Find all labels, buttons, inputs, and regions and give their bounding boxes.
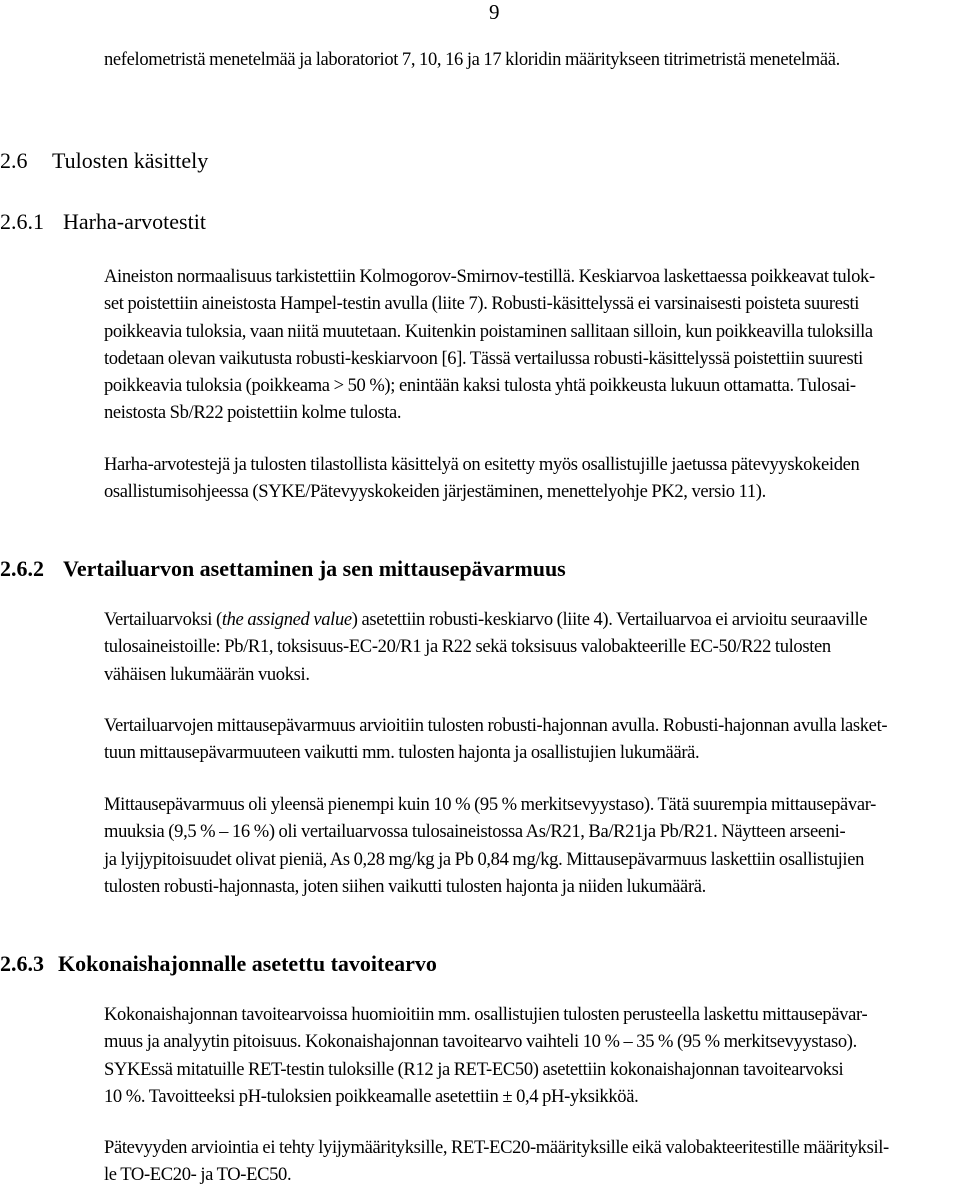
section-number: 2.6.2: [0, 556, 44, 581]
text-line: poikkeavia tuloksia (poikkeama > 50 %); enintään kaksi tulosta yhtä poikkeusta lukuun ottamatta. Tulosai-: [104, 375, 856, 397]
text-line: todetaan olevan vaikutusta robusti-keskiarvoon [6]. Tässä vertailussa robusti-käsittelyssä poistettiin suuresti: [104, 347, 863, 369]
text-fragment: ) asetettiin robusti-keskiarvo (liite 4). Vertailuarvoa ei arvioitu seuraaville: [351, 609, 868, 630]
page-number: 9: [489, 0, 500, 24]
section-number: 2.6.1: [0, 209, 44, 234]
section-heading-2-6-3: [0, 951, 437, 977]
section-number: 2.6: [0, 148, 28, 173]
text-line: poikkeavia tuloksia, vaan niitä muutetaan. Kuitenkin poistaminen sallitaan silloin, kun poikkeavilla tuloksilla: [104, 320, 873, 342]
text-line: SYKEssä mitatuille RET-testin tuloksille (R12 ja RET-EC50) asetettiin kokonaishajonnan tavoitearvoksi: [104, 1058, 844, 1080]
text-line: nefelometristä menetelmää ja laboratoriot 7, 10, 16 ja 17 kloridin määritykseen titrimetristä menetelmää.: [104, 49, 840, 70]
paragraph-assigned-value: [104, 606, 960, 688]
text-line: muus ja analyytin pitoisuus. Kokonaishajonnan tavoitearvo vaihteli 10 % – 35 % (95 % merkitsevyystaso).: [104, 1031, 857, 1053]
intro-paragraph: [104, 46, 960, 73]
text-line: muuksia (9,5 % – 16 %) oli vertailuarvossa tulosaineistossa As/R21, Ba/R21ja Pb/R21. Näytteen arseeni-: [104, 821, 846, 843]
section-heading-2-6-1: [0, 209, 206, 235]
section-title: Harha-arvotestit: [63, 209, 206, 234]
text-line: Pätevyyden arviointia ei tehty lyijymäärityksille, RET-EC20-määrityksille eikä valobakteeritestille määrityksil-: [104, 1137, 889, 1158]
section-title: Kokonaishajonnalle asetettu tavoitearvo: [58, 951, 437, 976]
text-line: Kokonaishajonnan tavoitearvoissa huomioitiin mm. osallistujien tulosten perusteella laskettu mittausepävar-: [104, 1004, 868, 1025]
text-line: Harha-arvotestejä ja tulosten tilastollista käsittelyä on esitetty myös osallistujille jaetussa pätevyyskokeiden: [104, 454, 860, 475]
paragraph-competence-assessment: [104, 1134, 960, 1189]
text-line: [104, 606, 958, 633]
text-line: Aineiston normaalisuus tarkistettiin Kolmogorov-Smirnov-testillä. Keskiarvoa laskettaessa poikkeavat tulok-: [104, 266, 875, 287]
paragraph-target-value: [104, 1001, 960, 1110]
text-line: neistosta Sb/R22 poistettiin kolme tulosta.: [104, 402, 402, 424]
section-heading-2-6-2: [0, 556, 566, 582]
section-title: Tulosten käsittely: [52, 148, 209, 173]
paragraph-uncertainty-estimation: [104, 712, 960, 767]
text-line: 10 %. Tavoitteeksi pH-tuloksien poikkeamalle asetettiin ± 0,4 pH-yksikköä.: [104, 1085, 639, 1107]
text-line: tulosten robusti-hajonnasta, joten siihen vaikutti tulosten hajonta ja niiden lukumäärä.: [104, 875, 706, 897]
text-line: tulosaineistoille: Pb/R1, toksisuus-EC-20/R1 ja R22 sekä toksisuus valobakteerille EC-50/R22 tulosten: [104, 636, 831, 658]
text-line: le TO-EC20- ja TO-EC50.: [104, 1164, 292, 1186]
text-line: set poistettiin aineistosta Hampel-testin avulla (liite 7). Robusti-käsittelyssä ei varsinaisesti poisteta suuresti: [104, 293, 860, 315]
paragraph-outlier-tests: [104, 263, 960, 427]
text-fragment: Vertailuarvoksi (: [104, 609, 222, 630]
section-heading-2-6: [0, 148, 208, 174]
text-line: Mittausepävarmuus oli yleensä pienempi kuin 10 % (95 % merkitsevyystaso). Tätä suurempia mittausepävar-: [104, 794, 877, 815]
paragraph-uncertainty-values: [104, 791, 960, 900]
text-line: tuun mittausepävarmuuteen vaikutti mm. tulosten hajonta ja osallistujien lukumäärä.: [104, 742, 700, 764]
section-number: 2.6.3: [0, 951, 44, 976]
text-line: osallistumisohjeessa (SYKE/Pätevyyskokeiden järjestäminen, menettelyohje PK2, versio 11).: [104, 481, 766, 503]
text-line: ja lyijypitoisuudet olivat pieniä, As 0,28 mg/kg ja Pb 0,84 mg/kg. Mittausepävarmuus laskettiin osallistujien: [104, 848, 865, 870]
section-title: Vertailuarvon asettaminen ja sen mittausepävarmuus: [63, 556, 566, 581]
italic-term: the assigned value: [221, 609, 352, 630]
text-line: vähäisen lukumäärän vuoksi.: [104, 663, 310, 685]
text-line: Vertailuarvojen mittausepävarmuus arvioitiin tulosten robusti-hajonnan avulla. Robusti-hajonnan avulla lasket-: [104, 715, 888, 736]
paragraph-outlier-reference: [104, 451, 960, 506]
